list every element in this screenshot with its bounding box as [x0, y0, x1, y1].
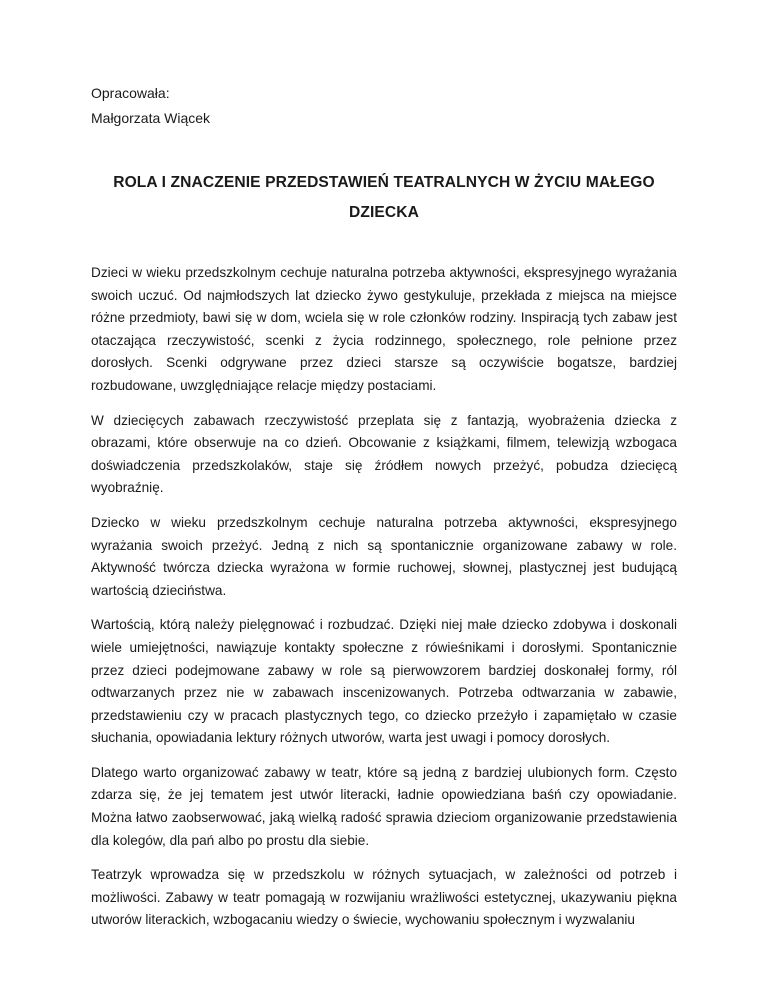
paragraph-3: Dziecko w wieku przedszkolnym cechuje naturalna potrzeba aktywności, ekspresyjnego wyrażania swoich przeżyć. Jedną z nich są spontanicznie organizowane zabawy w role. Aktywność twórcza dziecka wyrażona w formie ruchowej, słownej, plastycznej jest budującą wartością dzieciństwa. [91, 514, 677, 598]
paragraph-4: Wartością, którą należy pielęgnować i rozbudzać. Dzięki niej małe dziecko zdobywa i doskonali wiele umiejętności, nawiązuje kontakty społeczne z rówieśnikami i dorosłymi. Spontanicznie przez dzieci podejmowane zabawy w role są pierwowzorem bardziej doskonałej formy, ról odtwarzanych przez nie w zabawach inscenizowanych. Potrzeba odtwarzania w zabawie, przedstawieniu czy w pracach plastycznych tego, co dziecko przeżyło i zapamiętało w czasie słuchania, opowiadania lektury różnych utworów, warta jest uwagi i pomocy dorosłych. [91, 617, 677, 746]
paragraph-6: Teatrzyk wprowadza się w przedszkolu w różnych sytuacjach, w zależności od potrzeb i możliwości. Zabawy w teatr pomagają w rozwijaniu wrażliwości estetycznej, ukazywaniu piękna utworów literackich, wzbogacaniu wiedzy o świecie, wychowaniu społecznym i wyzwalaniu [91, 867, 677, 928]
author-label: Opracowała: [91, 85, 170, 101]
document-title: ROLA I ZNACZENIE PRZEDSTAWIEŃ TEATRALNYCH W ŻYCIU MAŁEGO DZIECKA [113, 174, 655, 221]
author-name: Małgorzata Wiącek [91, 110, 211, 126]
document-body [91, 262, 677, 944]
author-block [91, 81, 210, 131]
paragraph-2: W dziecięcych zabawach rzeczywistość przeplata się z fantazją, wyobrażenia dziecka z obrazami, które obserwuje na co dzień. Obcowanie z książkami, filmem, telewizją wzbogaca doświadczenia przedszkolaków, staje się źródłem nowych przeżyć, pobudza dziecięcą wyobraźnię. [91, 412, 677, 496]
paragraph-1: Dzieci w wieku przedszkolnym cechuje naturalna potrzeba aktywności, ekspresyjnego wyrażania swoich uczuć. Od najmłodszych lat dziecko żywo gestykuluje, przekłada z miejsca na miejsce różne przedmioty, bawi się w dom, wciela się w role członków rodziny. Inspiracją tych zabaw jest otaczająca rzeczywistość, scenki z życia rodzinnego, społecznego, role pełnione przez dorosłych. Scenki odgrywane przez dzieci starsze są oczywiście bogatsze, bardziej rozbudowane, uwzględniające relacje między postaciami. [91, 265, 677, 393]
paragraph-5: Dlatego warto organizować zabawy w teatr, które są jedną z bardziej ulubionych form. Często zdarza się, że jej tematem jest utwór literacki, ładnie opowiedziana baśń czy opowiadanie. Można łatwo zaobserwować, jaką wielką radość sprawia dzieciom organizowanie przedstawienia dla kolegów, dla pań albo po prostu dla siebie. [91, 764, 677, 848]
